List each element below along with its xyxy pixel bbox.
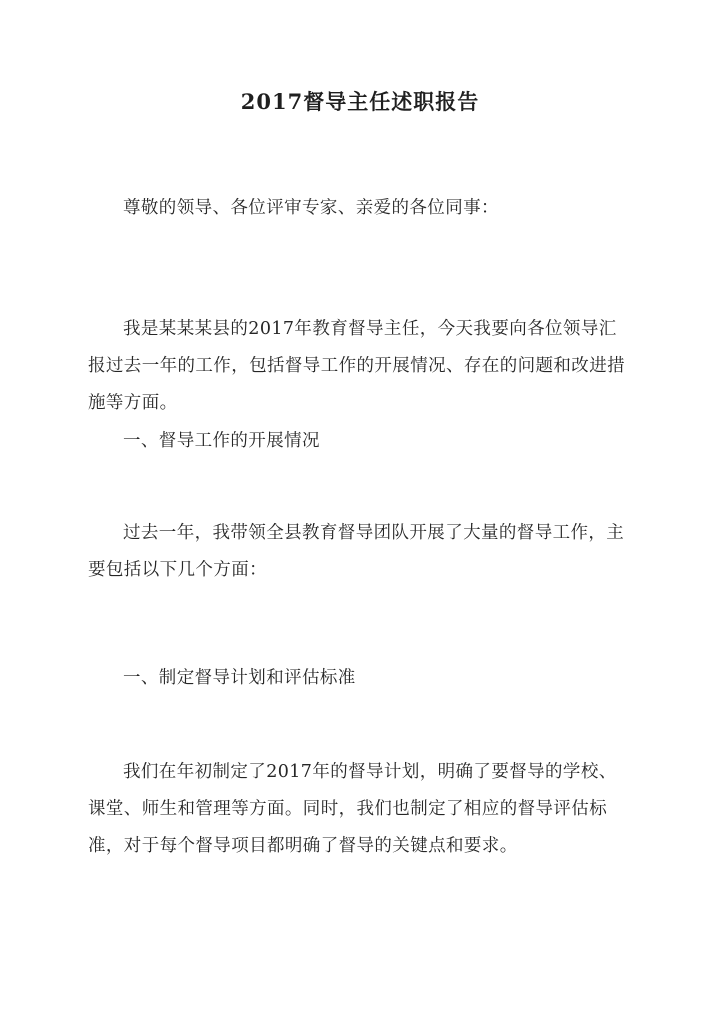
paragraph-work-overview: 过去一年，我带领全县教育督导团队开展了大量的督导工作，主要包括以下几个方面： [88, 523, 625, 580]
salutation: 尊敬的领导、各位评审专家、亲爱的各位同事： [123, 198, 499, 218]
section-heading-plan-standards: 一、制定督导计划和评估标准 [123, 668, 356, 688]
document-title: 2017督导主任述职报告 [240, 89, 480, 114]
paragraph-plan-details: 我们在年初制定了2017年的督导计划，明确了要督导的学校、课堂、师生和管理等方面。同时，我们也制定了相应的督导评估标准，对于每个督导项目都明确了督导的关键点和要求。 [88, 762, 617, 856]
paragraph-intro: 我是某某某县的2017年教育督导主任，今天我要向各位领导汇报过去一年的工作，包括督导工作的开展情况、存在的问题和改进措施等方面。 [88, 319, 625, 413]
section-heading-work-status: 一、督导工作的开展情况 [123, 431, 320, 451]
